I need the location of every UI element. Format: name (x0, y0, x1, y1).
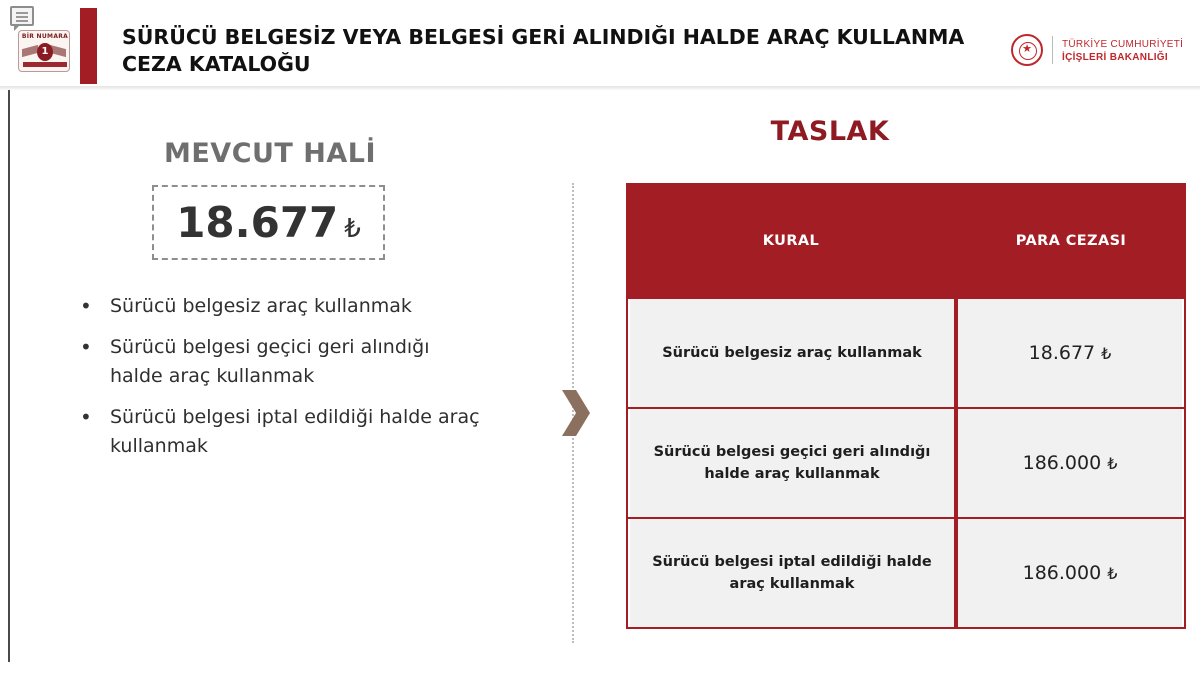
list-item: • Sürücü belgesi iptal edildiği halde araç kullanmak (80, 403, 480, 461)
fine-amount: 18.677 (1028, 342, 1096, 364)
fine-cell (958, 409, 1182, 517)
column-header-rule: KURAL (762, 233, 820, 249)
table-header (628, 185, 1184, 297)
rule-cell: Sürücü belgesiz araç kullanmak (630, 299, 954, 407)
list-item: • Sürücü belgesiz araç kullanmak (80, 292, 480, 321)
draft-heading: TASLAK (770, 116, 890, 147)
program-logo-text: BİR NUMARA (21, 33, 69, 40)
title-accent-bar (80, 8, 97, 84)
ministry-line2: İÇİŞLERİ BAKANLIĞI (1062, 52, 1168, 63)
current-currency: ₺ (344, 214, 361, 244)
table-row (628, 517, 1184, 627)
fine-amount: 186.000 (1022, 452, 1102, 474)
chat-icon[interactable] (10, 6, 34, 26)
ministry-logo-text (1062, 38, 1192, 64)
ministry-line1: TÜRKİYE CUMHURİYETİ (1062, 39, 1184, 50)
page-title: SÜRÜCÜ BELGESİZ VEYA BELGESİ GERİ ALINDIĞI HALDE ARAÇ KULLANMA CEZA KATALOĞU (122, 25, 965, 76)
chevron-right-icon (560, 388, 590, 438)
list-item: • Sürücü belgesi geçici geri alındığı halde araç kullanmak (80, 333, 480, 391)
draft-fine-table (626, 183, 1186, 629)
table-row (628, 297, 1184, 407)
column-header-fine: PARA CEZASI (1015, 233, 1127, 249)
program-logo (18, 30, 70, 72)
table-row (628, 407, 1184, 517)
fine-cell (958, 299, 1182, 407)
fine-currency: ₺ (1107, 563, 1118, 583)
fine-currency: ₺ (1107, 453, 1118, 473)
left-frame-line (8, 84, 10, 662)
ministry-emblem-icon (1011, 34, 1043, 66)
current-heading: MEVCUT HALİ (163, 138, 376, 169)
fine-currency: ₺ (1101, 343, 1112, 363)
current-offense-list (80, 292, 480, 473)
fine-cell (958, 519, 1182, 627)
ministry-separator (1052, 36, 1053, 64)
current-amount-box (152, 185, 385, 260)
header (0, 0, 1200, 88)
header-shadow (0, 86, 1200, 90)
fine-amount: 186.000 (1022, 562, 1102, 584)
current-amount: 18.677 (176, 198, 339, 247)
rule-cell: Sürücü belgesi geçici geri alındığı halde araç kullanmak (630, 409, 954, 517)
rule-cell: Sürücü belgesi iptal edildiği halde araç kullanmak (630, 519, 954, 627)
program-logo-number: 1 (37, 43, 53, 61)
